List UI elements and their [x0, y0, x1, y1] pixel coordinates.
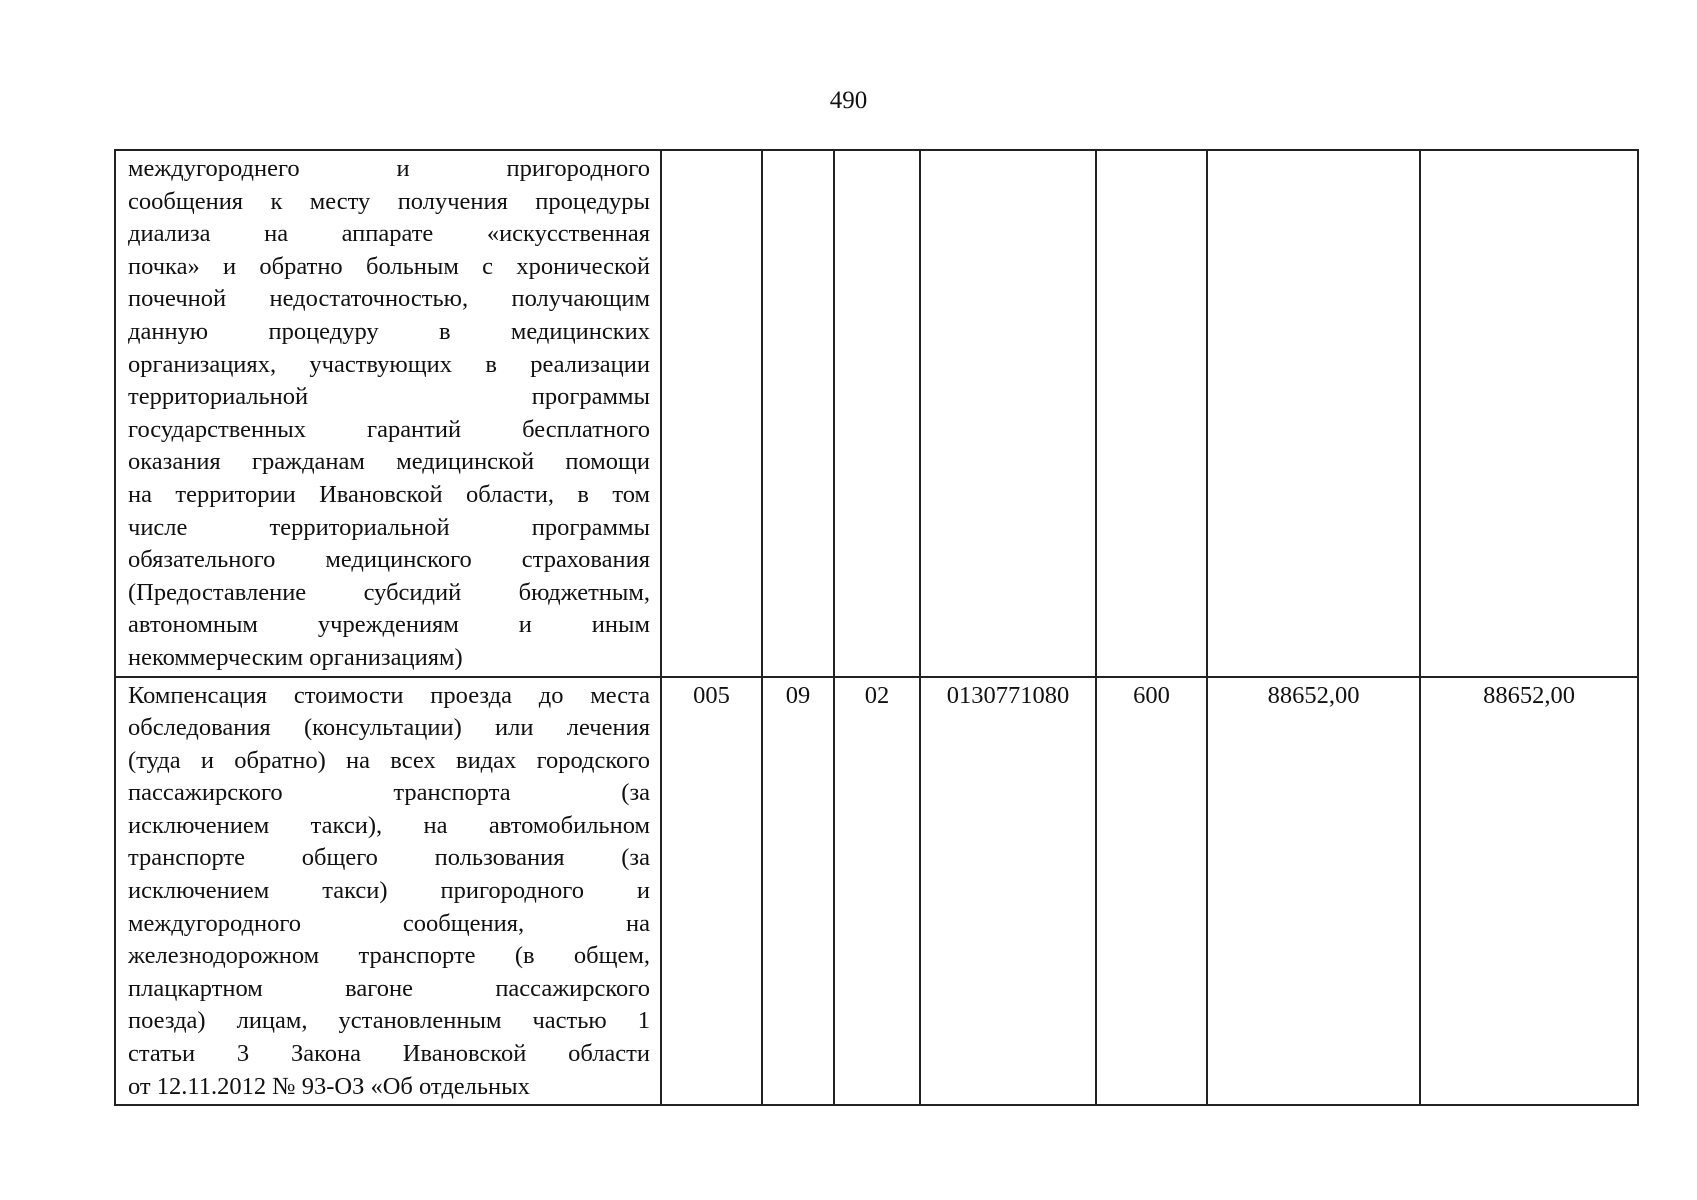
description-line: (туда и обратно) на всех видах городского — [128, 746, 650, 774]
description-line: транспорте общего пользования (за — [128, 844, 650, 872]
expense-type-cell — [1096, 150, 1207, 677]
description-line: почка» и обратно больным с хронической — [128, 252, 650, 280]
description-line: почечной недостаточностью, получающим — [128, 285, 650, 313]
description-line: числе территориальной программы — [128, 513, 650, 541]
section-code-cell: 09 — [762, 677, 834, 1106]
expense-type-cell: 600 — [1096, 677, 1207, 1106]
amount-cell-2: 88652,00 — [1420, 677, 1638, 1106]
description-line: статьи 3 Закона Ивановской области — [128, 1040, 650, 1068]
description-line: сообщения к месту получения процедуры — [128, 187, 650, 215]
description-line: исключением такси) пригородного и — [128, 877, 650, 905]
description-line: на территории Ивановской области, в том — [128, 480, 650, 508]
target-article-cell: 0130771080 — [920, 677, 1096, 1106]
description-line: (Предоставление субсидий бюджетным, — [128, 578, 650, 606]
description-line: организациях, участвующих в реализации — [128, 350, 650, 378]
admin-code-cell: 005 — [661, 677, 762, 1106]
amount-cell-2 — [1420, 150, 1638, 677]
table-row — [115, 150, 1638, 677]
section-code-cell — [762, 150, 834, 677]
table-body — [115, 150, 1638, 1105]
description-line: государственных гарантий бесплатного — [128, 415, 650, 443]
description-cell — [115, 677, 661, 1106]
description-line: междугородного сообщения, на — [128, 909, 650, 937]
description-line: некоммерческим организациям) — [128, 643, 463, 671]
amount-cell-1: 88652,00 — [1207, 677, 1420, 1106]
description-line: от 12.11.2012 № 93-ОЗ «Об отдельных — [128, 1072, 530, 1100]
page-number: 490 — [829, 87, 868, 114]
description-line: исключением такси), на автомобильном — [128, 811, 650, 839]
description-line: обязательного медицинского страхования — [128, 546, 650, 574]
budget-table — [114, 149, 1639, 1106]
amount-cell-1 — [1207, 150, 1420, 677]
admin-code-cell — [661, 150, 762, 677]
description-line: диализа на аппарате «искусственная — [128, 220, 650, 248]
description-line: территориальной программы — [128, 383, 650, 411]
description-line: пассажирского транспорта (за — [128, 779, 650, 807]
description-cell — [115, 150, 661, 677]
description-line: железнодорожном транспорте (в общем, — [128, 942, 650, 970]
description-line: автономным учреждениям и иным — [128, 611, 650, 639]
description-line: Компенсация стоимости проезда до места — [128, 681, 650, 709]
target-article-cell — [920, 150, 1096, 677]
description-line: данную процедуру в медицинских — [128, 317, 650, 345]
table-row — [115, 677, 1638, 1106]
subsection-code-cell: 02 — [834, 677, 920, 1106]
description-line: оказания гражданам медицинской помощи — [128, 448, 650, 476]
description-line: обследования (консультации) или лечения — [128, 714, 650, 742]
subsection-code-cell — [834, 150, 920, 677]
description-line: поезда) лицам, установленным частью 1 — [128, 1007, 650, 1035]
description-line: плацкартном вагоне пассажирского — [128, 974, 650, 1002]
description-line: междугороднего и пригородного — [128, 155, 650, 182]
